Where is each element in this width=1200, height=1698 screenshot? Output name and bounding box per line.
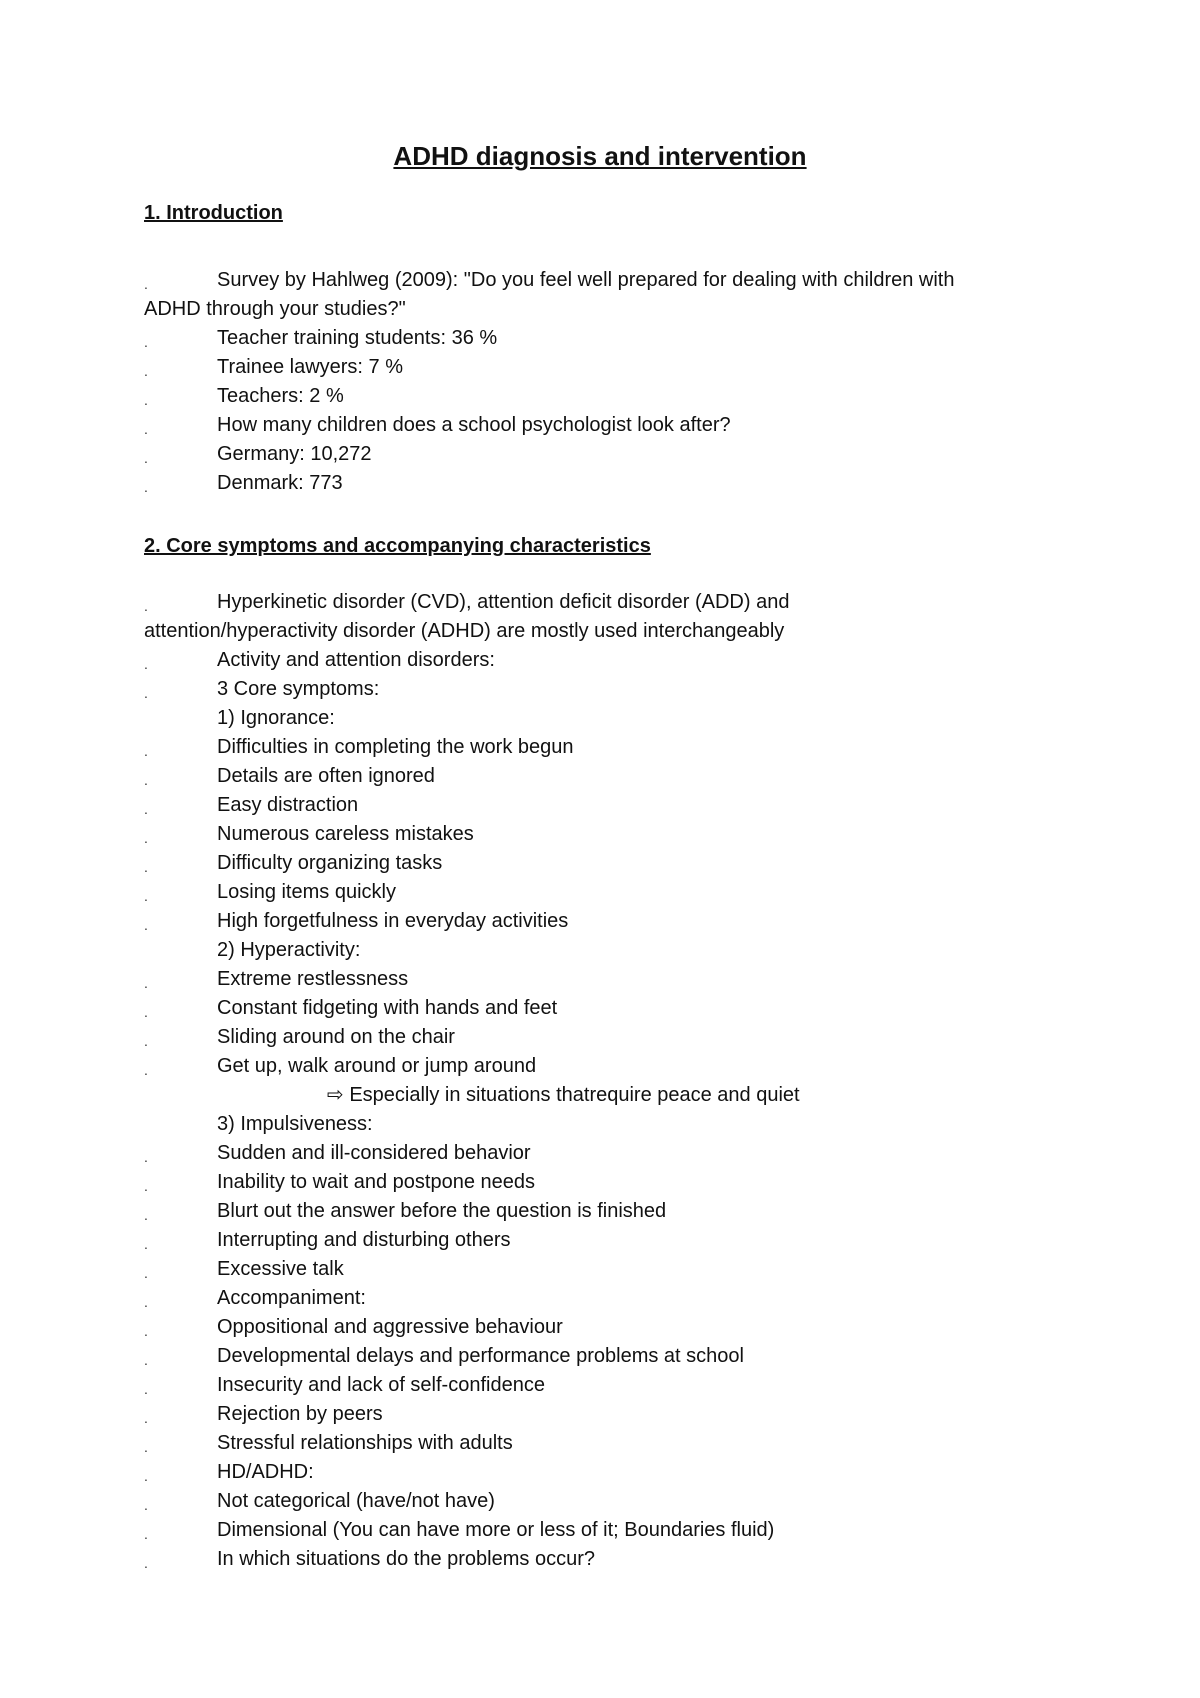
bullet-dot: . [144,1439,148,1455]
bullet-dot: . [144,685,148,701]
bullet-dot: . [144,1149,148,1165]
bullet-dot: . [144,859,148,875]
list-item-text: Not categorical (have/not have) [217,1490,495,1512]
bullet-dot: . [144,888,148,904]
list-item [144,1429,1060,1458]
list-item-text: Numerous careless mistakes [217,823,474,845]
list-item-text: 3) Impulsiveness: [217,1113,373,1135]
list-item [144,440,1060,469]
list-item [144,675,1060,704]
bullet-dot: . [144,656,148,672]
list-item-text: Extreme restlessness [217,968,409,990]
list-item [144,382,1060,411]
bullet-dot: . [144,743,148,759]
bullet-dot: . [144,1033,148,1049]
bullet-dot: . [144,363,148,379]
list-item [144,762,1060,791]
list-item [144,820,1060,849]
bullet-dot: . [144,598,148,614]
bullet-dot: . [144,334,148,350]
list-item [144,1139,1060,1168]
list-item-text: 1) Ignorance: [217,707,335,729]
intro-text: Survey by Hahlweg (2009): "Do you feel well prepared for dealing with children with [217,269,955,291]
list-item [144,646,1060,675]
list-item-text: Insecurity and lack of self-confidence [217,1374,545,1396]
bullet-dot: . [144,1323,148,1339]
list-item-text: Interrupting and disturbing others [217,1229,511,1251]
arrow-sub-item-text: ⇨ Especially in situations thatrequire peace and quiet [327,1084,800,1106]
bullet-dot: . [144,1207,148,1223]
list-item-text: Sliding around on the chair [217,1026,455,1048]
list-item-text: 2) Hyperactivity: [217,939,361,961]
bullet-dot: . [144,392,148,408]
list-item-text: Excessive talk [217,1258,344,1280]
list-item [144,411,1060,440]
list-item-text: Accompaniment: [217,1287,366,1309]
list-item-text: Details are often ignored [217,765,435,787]
list-item [144,1052,1060,1081]
bullet-dot: . [144,1294,148,1310]
bullet-dot: . [144,1004,148,1020]
list-item-text: Teachers: 2 % [217,385,344,407]
list-item [144,324,1060,353]
bullet-dot: . [144,1526,148,1542]
list-item-text: Inability to wait and postpone needs [217,1171,535,1193]
list-item-text: Losing items quickly [217,881,396,903]
list-item-text: Trainee lawyers: 7 % [217,356,403,378]
section-2-heading: 2. Core symptoms and accompanying characteristics [144,535,651,557]
list-item [144,1458,1060,1487]
list-item-text: How many children does a school psychologist look after? [217,414,731,436]
list-item-text: Blurt out the answer before the question is finished [217,1200,667,1222]
bullet-dot: . [144,421,148,437]
list-item [144,1110,1060,1139]
list-item-text: Developmental delays and performance problems at school [217,1345,744,1367]
intro-line [144,266,1060,295]
list-item [144,878,1060,907]
bullet-dot: . [144,1178,148,1194]
list-item [144,1371,1060,1400]
bullet-dot: . [144,1236,148,1252]
list-item-continuation: attention/hyperactivity disorder (ADHD) are mostly used interchangeably [144,620,785,642]
list-item-text: Stressful relationships with adults [217,1432,513,1454]
list-item-text: Easy distraction [217,794,359,816]
list-item [144,994,1060,1023]
list-item [144,965,1060,994]
bullet-dot: . [144,450,148,466]
list-item [144,1226,1060,1255]
list-item-text: Germany: 10,272 [217,443,372,465]
bullet-dot: . [144,772,148,788]
list-item [144,1168,1060,1197]
list-item [144,1516,1060,1545]
list-item [144,1545,1060,1574]
list-item-text: In which situations do the problems occur? [217,1548,595,1570]
list-item-text: Difficulty organizing tasks [217,852,443,874]
list-item-text: Activity and attention disorders: [217,649,495,671]
list-item [144,1342,1060,1371]
list-item [144,849,1060,878]
list-item-text: Constant fidgeting with hands and feet [217,997,558,1019]
list-item [144,1081,1060,1110]
bullet-dot: . [144,1265,148,1281]
list-item [144,704,1060,733]
list-item [144,907,1060,936]
bullet-dot: . [144,917,148,933]
list-item [144,1284,1060,1313]
bullet-dot: . [144,975,148,991]
intro-continuation: ADHD through your studies?" [144,298,406,320]
list-item-text: Dimensional (You can have more or less of it; Boundaries fluid) [217,1519,775,1541]
list-item [144,791,1060,820]
bullet-dot: . [144,1410,148,1426]
list-item-text: Get up, walk around or jump around [217,1055,537,1077]
list-item-text: Teacher training students: 36 % [217,327,498,349]
list-item-text: Difficulties in completing the work begun [217,736,574,758]
list-item-text: High forgetfulness in everyday activities [217,910,569,932]
bullet-dot: . [144,1497,148,1513]
list-item [144,936,1060,965]
list-item [144,588,1060,617]
list-item [144,1487,1060,1516]
section-1-heading: 1. Introduction [144,202,283,224]
list-item [144,1255,1060,1284]
list-item-text: Hyperkinetic disorder (CVD), attention deficit disorder (ADD) and [217,591,790,613]
list-item [144,1023,1060,1052]
list-item [144,469,1060,498]
bullet-dot: . [144,1381,148,1397]
list-item-text: Denmark: 773 [217,472,343,494]
bullet-dot: . [144,1352,148,1368]
list-item-text: Rejection by peers [217,1403,383,1425]
document-title: ADHD diagnosis and intervention [393,141,807,171]
list-item [144,1313,1060,1342]
bullet-dot: . [144,1468,148,1484]
list-item [144,353,1060,382]
bullet-dot: . [144,479,148,495]
bullet-dot: . [144,830,148,846]
bullet-dot: . [144,801,148,817]
list-item-text: Oppositional and aggressive behaviour [217,1316,563,1338]
bullet-dot: . [144,1062,148,1078]
list-item-text: HD/ADHD: [217,1461,314,1483]
list-item-text: Sudden and ill-considered behavior [217,1142,531,1164]
list-item-text: 3 Core symptoms: [217,678,380,700]
bullet-dot: . [144,276,148,292]
list-item [144,1197,1060,1226]
list-item [144,1400,1060,1429]
bullet-dot: . [144,1555,148,1571]
list-item [144,733,1060,762]
